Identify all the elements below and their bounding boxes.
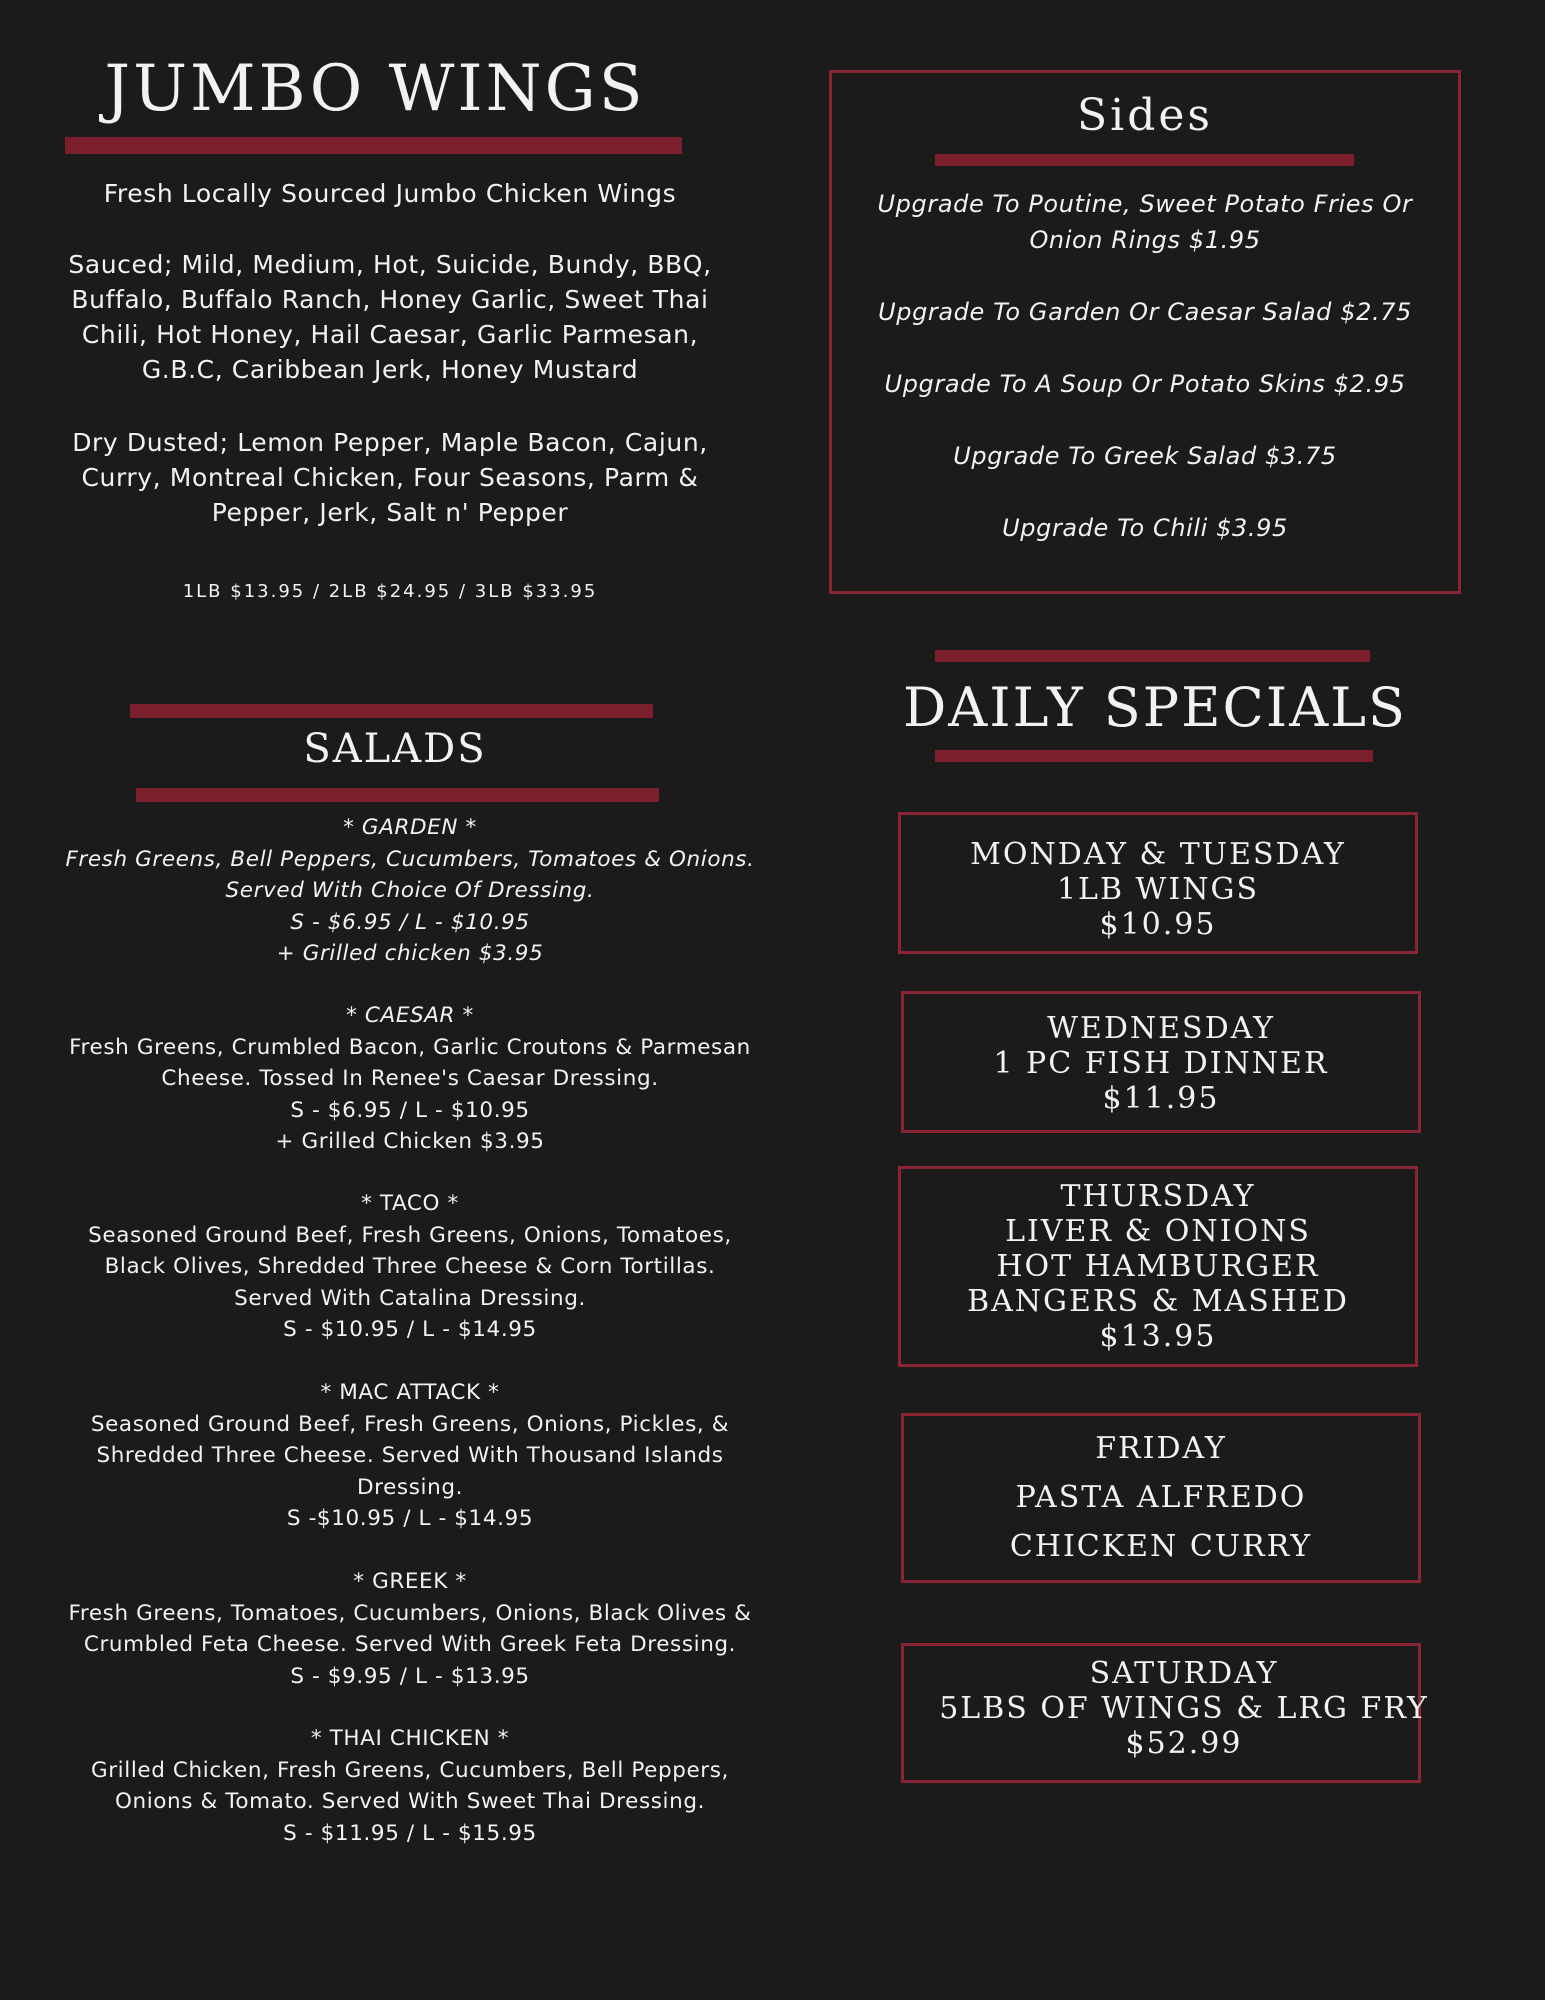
side-item-soup: Upgrade To A Soup Or Potato Skins $2.95 xyxy=(884,370,1406,398)
salad-line: Fresh Greens, Bell Peppers, Cucumbers, Tomatoes & Onions. xyxy=(65,846,755,872)
special-thursday xyxy=(898,1166,1418,1367)
salad-thai-chicken xyxy=(40,1723,780,1849)
salad-line: Cheese. Tossed In Renee's Caesar Dressing. xyxy=(161,1066,659,1091)
special-price: $13.95 xyxy=(1099,1319,1217,1354)
sides-title-underline xyxy=(935,154,1354,166)
salad-line: Black Olives, Shredded Three Cheese & Corn Tortillas. xyxy=(104,1254,716,1279)
special-day: SATURDAY xyxy=(1089,1656,1279,1691)
specials-title-overline xyxy=(935,650,1370,662)
special-day: WEDNESDAY xyxy=(1047,1011,1275,1046)
salad-garden xyxy=(40,812,780,970)
wings-title-underline xyxy=(65,137,682,154)
salad-price: S - $10.95 / L - $14.95 xyxy=(283,1317,537,1342)
salad-line: Fresh Greens, Tomatoes, Cucumbers, Onions, Black Olives & xyxy=(68,1600,752,1626)
wings-dry-flavors: Dry Dusted; Lemon Pepper, Maple Bacon, Cajun, Curry, Montreal Chicken, Four Seasons, Parm & Pepper, Jerk, Salt n' Pepper xyxy=(72,428,708,527)
salad-taco xyxy=(40,1188,780,1346)
salad-price: S -$10.95 / L - $14.95 xyxy=(286,1506,534,1531)
specials-title: DAILY SPECIALS xyxy=(902,676,1408,739)
special-wednesday xyxy=(901,991,1421,1133)
salad-name: * TACO * xyxy=(361,1191,459,1216)
special-dish: 1LB WINGS xyxy=(1056,872,1260,907)
wings-prices: 1LB $13.95 / 2LB $24.95 / 3LB $33.95 xyxy=(182,581,598,602)
special-dish: 5LBS OF WINGS & LRG FRY xyxy=(939,1691,1429,1726)
special-friday xyxy=(901,1413,1421,1583)
salad-line: Dressing. xyxy=(356,1474,464,1500)
wings-sauced-flavors: Sauced; Mild, Medium, Hot, Suicide, Bundy, BBQ, Buffalo, Buffalo Ranch, Honey Garlic, Sweet Thai Chili, Hot Honey, Hail Caesar, Garlic Parmesan, G.B.C, Caribbean Jerk, Honey Mustard xyxy=(68,250,712,384)
salad-price: S - $11.95 / L - $15.95 xyxy=(283,1820,537,1846)
salad-addon: + Grilled Chicken $3.95 xyxy=(275,1129,545,1154)
special-monday-tuesday xyxy=(898,812,1418,954)
salad-addon: + Grilled chicken $3.95 xyxy=(276,941,544,966)
side-item-chili: Upgrade To Chili $3.95 xyxy=(1002,514,1288,542)
special-price: $52.99 xyxy=(1125,1726,1243,1761)
salad-line: Seasoned Ground Beef, Fresh Greens, Onions, Tomatoes, xyxy=(88,1222,732,1248)
salad-price: S - $9.95 / L - $13.95 xyxy=(290,1663,530,1689)
special-saturday xyxy=(901,1643,1429,1783)
salad-line: Crumbled Feta Cheese. Served With Greek Feta Dressing. xyxy=(83,1632,737,1657)
sides-title: Sides xyxy=(1077,90,1213,141)
special-dish: HOT HAMBURGER xyxy=(996,1249,1320,1284)
special-day: FRIDAY xyxy=(1095,1431,1227,1466)
salad-line: Served With Catalina Dressing. xyxy=(234,1285,586,1311)
special-day: MONDAY & TUESDAY xyxy=(970,837,1346,872)
salad-line: Served With Choice Of Dressing. xyxy=(225,878,595,903)
salads-title-overline xyxy=(130,704,653,718)
salad-greek xyxy=(40,1566,780,1692)
salads-title-underline xyxy=(136,788,659,802)
salad-caesar xyxy=(40,1000,780,1158)
salad-mac-attack xyxy=(40,1377,780,1535)
special-dish: LIVER & ONIONS xyxy=(1005,1214,1311,1249)
salad-name: * CAESAR * xyxy=(346,1003,474,1028)
special-dish: 1 PC FISH DINNER xyxy=(993,1046,1329,1081)
special-day: THURSDAY xyxy=(1060,1179,1256,1214)
special-dish: BANGERS & MASHED xyxy=(967,1284,1349,1319)
salad-line: Seasoned Ground Beef, Fresh Greens, Onions, Pickles, & xyxy=(90,1411,730,1437)
side-item-salad: Upgrade To Garden Or Caesar Salad $2.75 xyxy=(878,298,1412,326)
side-item-greek-salad: Upgrade To Greek Salad $3.75 xyxy=(953,442,1337,470)
salad-name: * GARDEN * xyxy=(343,815,477,840)
special-dish: CHICKEN CURRY xyxy=(1009,1529,1313,1564)
salad-price: S - $6.95 / L - $10.95 xyxy=(290,909,530,935)
salad-line: Onions & Tomato. Served With Sweet Thai Dressing. xyxy=(114,1789,706,1814)
salad-price: S - $6.95 / L - $10.95 xyxy=(290,1097,530,1123)
specials-title-underline xyxy=(935,750,1373,762)
salad-name: * MAC ATTACK * xyxy=(320,1380,500,1405)
salad-name: * GREEK * xyxy=(353,1569,467,1594)
salad-line: Shredded Three Cheese. Served With Thousand Islands xyxy=(96,1443,724,1468)
special-price: $11.95 xyxy=(1102,1081,1220,1116)
wings-description: Fresh Locally Sourced Jumbo Chicken Wings xyxy=(103,179,677,208)
wings-title: JUMBO WINGS xyxy=(104,52,646,126)
salad-name: * THAI CHICKEN * xyxy=(310,1726,510,1751)
salad-line: Fresh Greens, Crumbled Bacon, Garlic Croutons & Parmesan xyxy=(69,1034,751,1060)
special-dish: PASTA ALFREDO xyxy=(1015,1480,1307,1515)
salad-line: Grilled Chicken, Fresh Greens, Cucumbers, Bell Peppers, xyxy=(90,1757,729,1783)
salads-title: SALADS xyxy=(303,726,487,772)
special-price: $10.95 xyxy=(1099,907,1217,942)
side-item-poutine: Upgrade To Poutine, Sweet Potato Fries Or Onion Rings $1.95 xyxy=(877,190,1413,254)
